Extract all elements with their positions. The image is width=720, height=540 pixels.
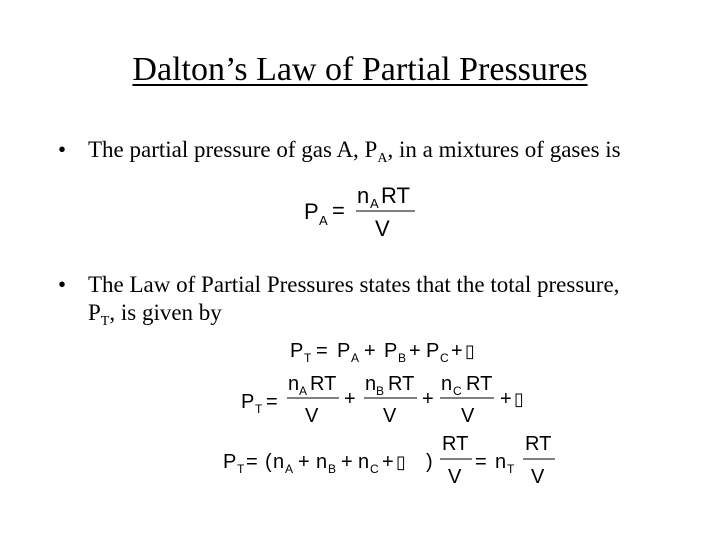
eq1-n: n	[357, 183, 370, 208]
eq4-nB: n	[316, 451, 328, 473]
eq3-V2: V	[383, 405, 397, 427]
bullet-text	[88, 271, 678, 327]
eq4-nA: n	[273, 451, 285, 473]
eq4-plus1: +	[298, 451, 310, 473]
eq3-sub-C: C	[453, 384, 462, 398]
bullet-dot: •	[58, 137, 67, 162]
title-text: Dalton’s Law of Partial Pressures	[132, 51, 588, 88]
bullet-text	[88, 136, 621, 164]
eq4-sub-B: B	[328, 462, 337, 476]
eq4-V2: V	[531, 466, 545, 488]
eq2-PA: P	[337, 340, 351, 362]
eq4-equals1: =	[246, 451, 258, 473]
eq3-V1: V	[305, 405, 319, 427]
bullet-line2-end: , is given by	[109, 300, 222, 325]
eq4-rparen: )	[426, 451, 433, 473]
eq2-P: P	[290, 340, 304, 362]
eq2-sub-A: A	[351, 351, 360, 365]
eq4-nC: n	[358, 451, 370, 473]
eq2-sub-B: B	[398, 351, 407, 365]
eq3-V3: V	[461, 405, 475, 427]
eq4-sub-A: A	[285, 462, 294, 476]
eq4-sub-T: T	[237, 462, 245, 476]
eq3-RT1: RT	[310, 373, 337, 395]
eq4-nT: n	[495, 451, 507, 473]
bullet-text-end: , in a mixtures of gases is	[387, 137, 621, 162]
eq4-sub-C: C	[370, 462, 379, 476]
eq1-sub-A: A	[319, 213, 328, 228]
eq3-ellipsis-glyph: ▯	[514, 389, 524, 409]
bullet-subscript: A	[377, 151, 388, 166]
bullet-law-of-partial-pressures	[58, 271, 688, 331]
eq2-plus1: +	[364, 340, 376, 362]
slide-title	[0, 50, 720, 90]
eq1-RT: RT	[381, 183, 410, 208]
eq2-sub-C: C	[440, 351, 449, 365]
equation-total-pressure-sum	[285, 335, 485, 372]
eq3-sub-B: B	[376, 384, 385, 398]
eq3-P: P	[241, 391, 255, 413]
eq4-RT2: RT	[525, 433, 552, 455]
eq4-V1: V	[448, 466, 462, 488]
eq1-sub-A2: A	[370, 196, 379, 211]
eq2-ellipsis-glyph: ▯	[465, 341, 475, 361]
bullet-partial-pressure	[58, 136, 688, 166]
eq3-sub-A: A	[299, 384, 308, 398]
eq4-lparen: (	[265, 451, 272, 473]
bullet-line2-main: P	[88, 300, 101, 325]
eq4-ellipsis-glyph: ▯	[396, 452, 406, 472]
eq3-RT2: RT	[388, 373, 415, 395]
eq3-plus2: +	[422, 388, 434, 410]
eq3-nC: n	[441, 373, 453, 395]
eq2-plus3: +	[451, 340, 463, 362]
eq2-PC: P	[426, 340, 440, 362]
eq1-P: P	[304, 199, 319, 224]
eq3-nA: n	[288, 373, 300, 395]
bullet-line2-subscript: T	[100, 314, 110, 329]
eq3-plus1: +	[344, 388, 356, 410]
eq1-equals: =	[332, 198, 345, 223]
eq2-PB: P	[384, 340, 398, 362]
eq3-RT3: RT	[466, 373, 493, 395]
eq3-nB: n	[365, 373, 377, 395]
eq3-equals: =	[266, 391, 278, 413]
equation-partial-pressure	[300, 180, 430, 247]
bullet-line1: The Law of Partial Pressures states that the total pressure,	[88, 272, 620, 297]
eq1-V: V	[375, 216, 390, 241]
eq2-plus2: +	[409, 340, 421, 362]
eq4-P: P	[223, 451, 237, 473]
eq4-sub-T2: T	[507, 462, 515, 476]
eq4-plus3: +	[382, 451, 394, 473]
eq4-RT1: RT	[442, 433, 469, 455]
eq3-sub-T: T	[255, 402, 263, 416]
eq3-plus3: +	[500, 388, 512, 410]
equation-total-pressure-combined	[220, 428, 565, 495]
eq2-equals: =	[316, 340, 328, 362]
bullet-dot: •	[58, 272, 67, 297]
bullet-text-main: The partial pressure of gas A, P	[88, 137, 378, 162]
eq4-plus2: +	[341, 451, 353, 473]
eq2-sub-T: T	[304, 351, 312, 365]
eq4-equals2: =	[475, 451, 487, 473]
